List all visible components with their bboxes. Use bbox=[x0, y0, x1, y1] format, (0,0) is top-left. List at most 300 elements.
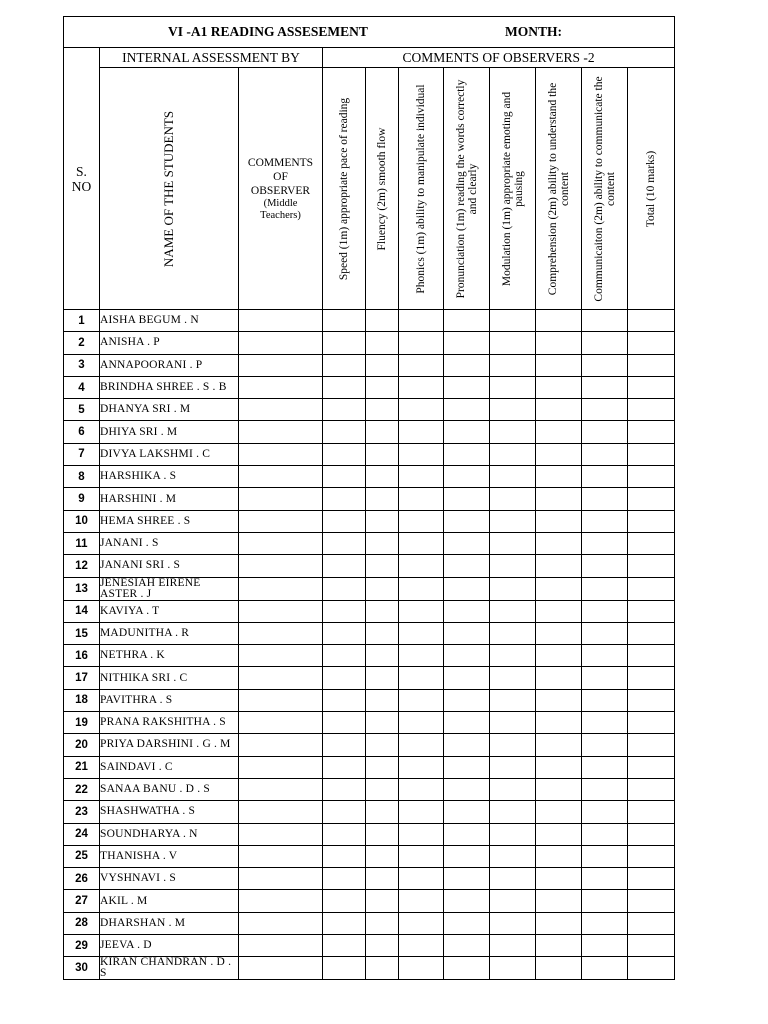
phonics-mark-cell[interactable] bbox=[399, 756, 444, 778]
communication-mark-cell[interactable] bbox=[582, 890, 628, 912]
observer-comment-cell[interactable] bbox=[239, 734, 323, 756]
comprehension-mark-cell[interactable] bbox=[536, 645, 582, 667]
speed-mark-cell[interactable] bbox=[323, 510, 366, 532]
communication-mark-cell[interactable] bbox=[582, 622, 628, 644]
speed-mark-cell[interactable] bbox=[323, 577, 366, 600]
pronunciation-mark-cell[interactable] bbox=[444, 488, 490, 510]
communication-mark-cell[interactable] bbox=[582, 555, 628, 577]
observer-comment-cell[interactable] bbox=[239, 689, 323, 711]
modulation-mark-cell[interactable] bbox=[490, 935, 536, 957]
student-name: THANISHA . V bbox=[100, 845, 239, 867]
total-mark-cell[interactable] bbox=[628, 890, 675, 912]
student-name: JENESIAH EIRENE ASTER . J bbox=[100, 577, 239, 600]
phonics-mark-cell[interactable] bbox=[399, 645, 444, 667]
pronunciation-mark-cell[interactable] bbox=[444, 756, 490, 778]
phonics-mark-cell[interactable] bbox=[399, 912, 444, 934]
modulation-mark-cell[interactable] bbox=[490, 600, 536, 622]
sno-header: S. NO bbox=[64, 48, 100, 310]
total-mark-cell[interactable] bbox=[628, 734, 675, 756]
pronunciation-mark-cell[interactable] bbox=[444, 510, 490, 532]
observer-comment-cell[interactable] bbox=[239, 466, 323, 488]
communication-mark-cell[interactable] bbox=[582, 823, 628, 845]
phonics-mark-cell[interactable] bbox=[399, 399, 444, 421]
total-marks-header: Total (10 marks) bbox=[628, 68, 675, 310]
communication-mark-cell[interactable] bbox=[582, 310, 628, 332]
fluency-mark-cell[interactable] bbox=[366, 890, 399, 912]
pronunciation-mark-cell[interactable] bbox=[444, 845, 490, 867]
communication-mark-cell[interactable] bbox=[582, 354, 628, 376]
communication-mark-cell[interactable] bbox=[582, 845, 628, 867]
comprehension-mark-cell[interactable] bbox=[536, 801, 582, 823]
student-name: KAVIYA . T bbox=[100, 600, 239, 622]
phonics-mark-cell[interactable] bbox=[399, 667, 444, 689]
fluency-mark-cell[interactable] bbox=[366, 421, 399, 443]
student-name: DHIYA SRI . M bbox=[100, 421, 239, 443]
speed-mark-cell[interactable] bbox=[323, 935, 366, 957]
comprehension-mark-cell[interactable] bbox=[536, 935, 582, 957]
comprehension-mark-cell[interactable] bbox=[536, 756, 582, 778]
modulation-mark-cell[interactable] bbox=[490, 734, 536, 756]
fluency-mark-cell[interactable] bbox=[366, 957, 399, 980]
student-name: ANISHA . P bbox=[100, 332, 239, 354]
speed-mark-cell[interactable] bbox=[323, 957, 366, 980]
pronunciation-mark-cell[interactable] bbox=[444, 577, 490, 600]
speed-mark-cell[interactable] bbox=[323, 756, 366, 778]
speed-mark-cell[interactable] bbox=[323, 399, 366, 421]
phonics-mark-cell[interactable] bbox=[399, 868, 444, 890]
modulation-mark-cell[interactable] bbox=[490, 376, 536, 398]
comprehension-mark-cell[interactable] bbox=[536, 868, 582, 890]
observer-comment-cell[interactable] bbox=[239, 756, 323, 778]
phonics-mark-cell[interactable] bbox=[399, 957, 444, 980]
fluency-mark-cell[interactable] bbox=[366, 466, 399, 488]
observer-comment-cell[interactable] bbox=[239, 399, 323, 421]
speed-mark-cell[interactable] bbox=[323, 488, 366, 510]
pronunciation-mark-cell[interactable] bbox=[444, 778, 490, 800]
serial-number: 23 bbox=[64, 801, 100, 823]
comprehension-mark-cell[interactable] bbox=[536, 622, 582, 644]
serial-number: 2 bbox=[64, 332, 100, 354]
total-mark-cell[interactable] bbox=[628, 510, 675, 532]
phonics-mark-cell[interactable] bbox=[399, 310, 444, 332]
speed-mark-cell[interactable] bbox=[323, 310, 366, 332]
total-mark-cell[interactable] bbox=[628, 689, 675, 711]
communication-mark-cell[interactable] bbox=[582, 801, 628, 823]
phonics-mark-cell[interactable] bbox=[399, 890, 444, 912]
communication-mark-cell[interactable] bbox=[582, 532, 628, 554]
criterion-speed-header: Speed (1m) appropriate pace of reading bbox=[323, 68, 366, 310]
observer-comment-cell[interactable] bbox=[239, 845, 323, 867]
communication-mark-cell[interactable] bbox=[582, 466, 628, 488]
phonics-mark-cell[interactable] bbox=[399, 778, 444, 800]
communication-mark-cell[interactable] bbox=[582, 600, 628, 622]
student-name: PRIYA DARSHINI . G . M bbox=[100, 734, 239, 756]
communication-mark-cell[interactable] bbox=[582, 577, 628, 600]
phonics-mark-cell[interactable] bbox=[399, 443, 444, 465]
total-mark-cell[interactable] bbox=[628, 354, 675, 376]
observer-comment-cell[interactable] bbox=[239, 890, 323, 912]
observer-comment-cell[interactable] bbox=[239, 532, 323, 554]
communication-mark-cell[interactable] bbox=[582, 734, 628, 756]
observer-comment-cell[interactable] bbox=[239, 957, 323, 980]
phonics-mark-cell[interactable] bbox=[399, 376, 444, 398]
fluency-mark-cell[interactable] bbox=[366, 510, 399, 532]
communication-mark-cell[interactable] bbox=[582, 443, 628, 465]
modulation-mark-cell[interactable] bbox=[490, 488, 536, 510]
comprehension-mark-cell[interactable] bbox=[536, 912, 582, 934]
observer-comment-cell[interactable] bbox=[239, 712, 323, 734]
modulation-mark-cell[interactable] bbox=[490, 801, 536, 823]
speed-mark-cell[interactable] bbox=[323, 600, 366, 622]
observer-comment-cell[interactable] bbox=[239, 823, 323, 845]
total-mark-cell[interactable] bbox=[628, 466, 675, 488]
total-mark-cell[interactable] bbox=[628, 667, 675, 689]
student-name: BRINDHA SHREE . S . B bbox=[100, 376, 239, 398]
observer-comment-cell[interactable] bbox=[239, 801, 323, 823]
comprehension-mark-cell[interactable] bbox=[536, 399, 582, 421]
fluency-mark-cell[interactable] bbox=[366, 577, 399, 600]
observer-comment-cell[interactable] bbox=[239, 600, 323, 622]
total-mark-cell[interactable] bbox=[628, 399, 675, 421]
pronunciation-mark-cell[interactable] bbox=[444, 890, 490, 912]
speed-mark-cell[interactable] bbox=[323, 689, 366, 711]
comprehension-mark-cell[interactable] bbox=[536, 488, 582, 510]
total-mark-cell[interactable] bbox=[628, 868, 675, 890]
communication-mark-cell[interactable] bbox=[582, 778, 628, 800]
total-mark-cell[interactable] bbox=[628, 645, 675, 667]
speed-mark-cell[interactable] bbox=[323, 622, 366, 644]
speed-mark-cell[interactable] bbox=[323, 912, 366, 934]
communication-mark-cell[interactable] bbox=[582, 868, 628, 890]
pronunciation-mark-cell[interactable] bbox=[444, 868, 490, 890]
pronunciation-mark-cell[interactable] bbox=[444, 332, 490, 354]
speed-mark-cell[interactable] bbox=[323, 466, 366, 488]
fluency-mark-cell[interactable] bbox=[366, 778, 399, 800]
communication-mark-cell[interactable] bbox=[582, 421, 628, 443]
communication-mark-cell[interactable] bbox=[582, 488, 628, 510]
pronunciation-mark-cell[interactable] bbox=[444, 555, 490, 577]
fluency-mark-cell[interactable] bbox=[366, 600, 399, 622]
observer-comment-cell[interactable] bbox=[239, 622, 323, 644]
speed-mark-cell[interactable] bbox=[323, 712, 366, 734]
serial-number: 9 bbox=[64, 488, 100, 510]
fluency-mark-cell[interactable] bbox=[366, 399, 399, 421]
observer-comment-cell[interactable] bbox=[239, 935, 323, 957]
modulation-mark-cell[interactable] bbox=[490, 912, 536, 934]
total-mark-cell[interactable] bbox=[628, 600, 675, 622]
comprehension-mark-cell[interactable] bbox=[536, 466, 582, 488]
communication-mark-cell[interactable] bbox=[582, 756, 628, 778]
fluency-mark-cell[interactable] bbox=[366, 532, 399, 554]
speed-mark-cell[interactable] bbox=[323, 801, 366, 823]
observer-comment-cell[interactable] bbox=[239, 912, 323, 934]
fluency-mark-cell[interactable] bbox=[366, 376, 399, 398]
modulation-mark-cell[interactable] bbox=[490, 510, 536, 532]
phonics-mark-cell[interactable] bbox=[399, 510, 444, 532]
total-mark-cell[interactable] bbox=[628, 532, 675, 554]
total-mark-cell[interactable] bbox=[628, 488, 675, 510]
phonics-mark-cell[interactable] bbox=[399, 354, 444, 376]
communication-mark-cell[interactable] bbox=[582, 332, 628, 354]
serial-number: 16 bbox=[64, 645, 100, 667]
phonics-mark-cell[interactable] bbox=[399, 845, 444, 867]
total-mark-cell[interactable] bbox=[628, 756, 675, 778]
pronunciation-mark-cell[interactable] bbox=[444, 354, 490, 376]
student-name: HARSHINI . M bbox=[100, 488, 239, 510]
comprehension-mark-cell[interactable] bbox=[536, 845, 582, 867]
comprehension-mark-cell[interactable] bbox=[536, 667, 582, 689]
communication-mark-cell[interactable] bbox=[582, 912, 628, 934]
comprehension-mark-cell[interactable] bbox=[536, 421, 582, 443]
table-row bbox=[64, 577, 675, 600]
serial-number: 28 bbox=[64, 912, 100, 934]
total-mark-cell[interactable] bbox=[628, 376, 675, 398]
observer-comment-cell[interactable] bbox=[239, 868, 323, 890]
comprehension-mark-cell[interactable] bbox=[536, 823, 582, 845]
observer-comment-cell[interactable] bbox=[239, 354, 323, 376]
communication-mark-cell[interactable] bbox=[582, 645, 628, 667]
comprehension-mark-cell[interactable] bbox=[536, 354, 582, 376]
observer-comment-cell[interactable] bbox=[239, 555, 323, 577]
table-row bbox=[64, 532, 675, 554]
pronunciation-mark-cell[interactable] bbox=[444, 376, 490, 398]
speed-mark-cell[interactable] bbox=[323, 823, 366, 845]
student-name: JEEVA . D bbox=[100, 935, 239, 957]
observer-comment-cell[interactable] bbox=[239, 778, 323, 800]
table-row bbox=[64, 712, 675, 734]
total-mark-cell[interactable] bbox=[628, 332, 675, 354]
speed-mark-cell[interactable] bbox=[323, 890, 366, 912]
table-row bbox=[64, 868, 675, 890]
fluency-mark-cell[interactable] bbox=[366, 443, 399, 465]
modulation-mark-cell[interactable] bbox=[490, 667, 536, 689]
fluency-mark-cell[interactable] bbox=[366, 712, 399, 734]
modulation-mark-cell[interactable] bbox=[490, 555, 536, 577]
serial-number: 21 bbox=[64, 756, 100, 778]
comprehension-mark-cell[interactable] bbox=[536, 577, 582, 600]
observer-comment-cell[interactable] bbox=[239, 376, 323, 398]
fluency-mark-cell[interactable] bbox=[366, 645, 399, 667]
total-mark-cell[interactable] bbox=[628, 778, 675, 800]
observer-comment-cell[interactable] bbox=[239, 577, 323, 600]
modulation-mark-cell[interactable] bbox=[490, 756, 536, 778]
modulation-mark-cell[interactable] bbox=[490, 443, 536, 465]
student-name: DIVYA LAKSHMI . C bbox=[100, 443, 239, 465]
modulation-mark-cell[interactable] bbox=[490, 868, 536, 890]
comprehension-mark-cell[interactable] bbox=[536, 332, 582, 354]
pronunciation-mark-cell[interactable] bbox=[444, 935, 490, 957]
communication-mark-cell[interactable] bbox=[582, 689, 628, 711]
speed-mark-cell[interactable] bbox=[323, 421, 366, 443]
modulation-mark-cell[interactable] bbox=[490, 712, 536, 734]
pronunciation-mark-cell[interactable] bbox=[444, 801, 490, 823]
observer-comment-cell[interactable] bbox=[239, 310, 323, 332]
comprehension-mark-cell[interactable] bbox=[536, 376, 582, 398]
comprehension-mark-cell[interactable] bbox=[536, 890, 582, 912]
communication-mark-cell[interactable] bbox=[582, 399, 628, 421]
speed-mark-cell[interactable] bbox=[323, 868, 366, 890]
communication-mark-cell[interactable] bbox=[582, 510, 628, 532]
modulation-mark-cell[interactable] bbox=[490, 399, 536, 421]
total-mark-cell[interactable] bbox=[628, 845, 675, 867]
pronunciation-mark-cell[interactable] bbox=[444, 912, 490, 934]
speed-mark-cell[interactable] bbox=[323, 555, 366, 577]
total-mark-cell[interactable] bbox=[628, 935, 675, 957]
comprehension-mark-cell[interactable] bbox=[536, 734, 582, 756]
fluency-mark-cell[interactable] bbox=[366, 756, 399, 778]
speed-mark-cell[interactable] bbox=[323, 845, 366, 867]
phonics-mark-cell[interactable] bbox=[399, 712, 444, 734]
pronunciation-mark-cell[interactable] bbox=[444, 712, 490, 734]
comprehension-mark-cell[interactable] bbox=[536, 957, 582, 980]
fluency-mark-cell[interactable] bbox=[366, 734, 399, 756]
communication-mark-cell[interactable] bbox=[582, 935, 628, 957]
fluency-mark-cell[interactable] bbox=[366, 823, 399, 845]
criterion-phonics-header: Phonics (1m) ability to manipulate individual bbox=[399, 68, 444, 310]
fluency-mark-cell[interactable] bbox=[366, 332, 399, 354]
serial-number: 15 bbox=[64, 622, 100, 644]
pronunciation-mark-cell[interactable] bbox=[444, 734, 490, 756]
fluency-mark-cell[interactable] bbox=[366, 354, 399, 376]
speed-mark-cell[interactable] bbox=[323, 645, 366, 667]
total-mark-cell[interactable] bbox=[628, 310, 675, 332]
pronunciation-mark-cell[interactable] bbox=[444, 823, 490, 845]
total-mark-cell[interactable] bbox=[628, 912, 675, 934]
communication-mark-cell[interactable] bbox=[582, 667, 628, 689]
speed-mark-cell[interactable] bbox=[323, 332, 366, 354]
observer-comment-cell[interactable] bbox=[239, 421, 323, 443]
modulation-mark-cell[interactable] bbox=[490, 845, 536, 867]
phonics-mark-cell[interactable] bbox=[399, 935, 444, 957]
pronunciation-mark-cell[interactable] bbox=[444, 310, 490, 332]
total-mark-cell[interactable] bbox=[628, 801, 675, 823]
observer-comment-cell[interactable] bbox=[239, 510, 323, 532]
modulation-mark-cell[interactable] bbox=[490, 354, 536, 376]
pronunciation-mark-cell[interactable] bbox=[444, 689, 490, 711]
pronunciation-mark-cell[interactable] bbox=[444, 466, 490, 488]
modulation-mark-cell[interactable] bbox=[490, 823, 536, 845]
pronunciation-mark-cell[interactable] bbox=[444, 600, 490, 622]
speed-mark-cell[interactable] bbox=[323, 376, 366, 398]
modulation-mark-cell[interactable] bbox=[490, 957, 536, 980]
observer-comment-cell[interactable] bbox=[239, 332, 323, 354]
observer-comment-cell[interactable] bbox=[239, 667, 323, 689]
fluency-mark-cell[interactable] bbox=[366, 912, 399, 934]
communication-mark-cell[interactable] bbox=[582, 957, 628, 980]
speed-mark-cell[interactable] bbox=[323, 734, 366, 756]
speed-mark-cell[interactable] bbox=[323, 354, 366, 376]
total-mark-cell[interactable] bbox=[628, 622, 675, 644]
speed-mark-cell[interactable] bbox=[323, 532, 366, 554]
fluency-mark-cell[interactable] bbox=[366, 310, 399, 332]
fluency-mark-cell[interactable] bbox=[366, 667, 399, 689]
modulation-mark-cell[interactable] bbox=[490, 421, 536, 443]
phonics-mark-cell[interactable] bbox=[399, 600, 444, 622]
student-name: HEMA SHREE . S bbox=[100, 510, 239, 532]
modulation-mark-cell[interactable] bbox=[490, 689, 536, 711]
modulation-mark-cell[interactable] bbox=[490, 622, 536, 644]
comprehension-mark-cell[interactable] bbox=[536, 443, 582, 465]
fluency-mark-cell[interactable] bbox=[366, 689, 399, 711]
comprehension-mark-cell[interactable] bbox=[536, 555, 582, 577]
comprehension-mark-cell[interactable] bbox=[536, 689, 582, 711]
pronunciation-mark-cell[interactable] bbox=[444, 667, 490, 689]
fluency-mark-cell[interactable] bbox=[366, 935, 399, 957]
comprehension-mark-cell[interactable] bbox=[536, 532, 582, 554]
modulation-mark-cell[interactable] bbox=[490, 645, 536, 667]
total-mark-cell[interactable] bbox=[628, 577, 675, 600]
fluency-mark-cell[interactable] bbox=[366, 801, 399, 823]
communication-mark-cell[interactable] bbox=[582, 712, 628, 734]
phonics-mark-cell[interactable] bbox=[399, 421, 444, 443]
pronunciation-mark-cell[interactable] bbox=[444, 532, 490, 554]
modulation-mark-cell[interactable] bbox=[490, 778, 536, 800]
phonics-mark-cell[interactable] bbox=[399, 577, 444, 600]
modulation-mark-cell[interactable] bbox=[490, 332, 536, 354]
total-mark-cell[interactable] bbox=[628, 443, 675, 465]
comprehension-mark-cell[interactable] bbox=[536, 310, 582, 332]
total-mark-cell[interactable] bbox=[628, 712, 675, 734]
phonics-mark-cell[interactable] bbox=[399, 555, 444, 577]
phonics-mark-cell[interactable] bbox=[399, 823, 444, 845]
modulation-mark-cell[interactable] bbox=[490, 310, 536, 332]
student-name: SAINDAVI . C bbox=[100, 756, 239, 778]
table-row bbox=[64, 622, 675, 644]
total-mark-cell[interactable] bbox=[628, 823, 675, 845]
pronunciation-mark-cell[interactable] bbox=[444, 622, 490, 644]
fluency-mark-cell[interactable] bbox=[366, 555, 399, 577]
observer-comment-cell[interactable] bbox=[239, 645, 323, 667]
fluency-mark-cell[interactable] bbox=[366, 868, 399, 890]
comprehension-mark-cell[interactable] bbox=[536, 510, 582, 532]
total-mark-cell[interactable] bbox=[628, 421, 675, 443]
phonics-mark-cell[interactable] bbox=[399, 622, 444, 644]
pronunciation-mark-cell[interactable] bbox=[444, 399, 490, 421]
speed-mark-cell[interactable] bbox=[323, 667, 366, 689]
serial-number: 20 bbox=[64, 734, 100, 756]
modulation-mark-cell[interactable] bbox=[490, 466, 536, 488]
total-mark-cell[interactable] bbox=[628, 957, 675, 980]
total-mark-cell[interactable] bbox=[628, 555, 675, 577]
pronunciation-mark-cell[interactable] bbox=[444, 957, 490, 980]
phonics-mark-cell[interactable] bbox=[399, 689, 444, 711]
pronunciation-mark-cell[interactable] bbox=[444, 443, 490, 465]
comprehension-mark-cell[interactable] bbox=[536, 600, 582, 622]
fluency-mark-cell[interactable] bbox=[366, 622, 399, 644]
observer-comment-cell[interactable] bbox=[239, 443, 323, 465]
pronunciation-mark-cell[interactable] bbox=[444, 645, 490, 667]
phonics-mark-cell[interactable] bbox=[399, 734, 444, 756]
phonics-mark-cell[interactable] bbox=[399, 532, 444, 554]
speed-mark-cell[interactable] bbox=[323, 778, 366, 800]
speed-mark-cell[interactable] bbox=[323, 443, 366, 465]
pronunciation-mark-cell[interactable] bbox=[444, 421, 490, 443]
observer-comment-cell[interactable] bbox=[239, 488, 323, 510]
modulation-mark-cell[interactable] bbox=[490, 532, 536, 554]
modulation-mark-cell[interactable] bbox=[490, 577, 536, 600]
comprehension-mark-cell[interactable] bbox=[536, 712, 582, 734]
phonics-mark-cell[interactable] bbox=[399, 801, 444, 823]
comprehension-mark-cell[interactable] bbox=[536, 778, 582, 800]
modulation-mark-cell[interactable] bbox=[490, 890, 536, 912]
fluency-mark-cell[interactable] bbox=[366, 488, 399, 510]
communication-mark-cell[interactable] bbox=[582, 376, 628, 398]
table-row bbox=[64, 555, 675, 577]
phonics-mark-cell[interactable] bbox=[399, 488, 444, 510]
phonics-mark-cell[interactable] bbox=[399, 332, 444, 354]
fluency-mark-cell[interactable] bbox=[366, 845, 399, 867]
phonics-mark-cell[interactable] bbox=[399, 466, 444, 488]
